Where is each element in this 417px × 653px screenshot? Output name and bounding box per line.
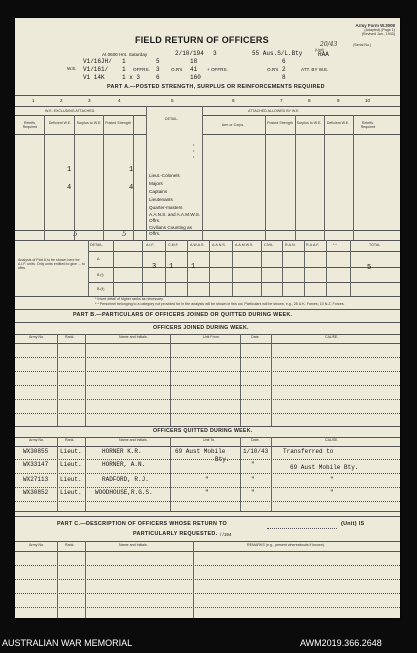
cause: "	[330, 489, 334, 496]
unit-to: "	[205, 489, 209, 496]
rank-label: A.A.N.S. and A.A.M.W.S. Offrs.	[149, 212, 201, 223]
detail-value: 1	[191, 263, 196, 271]
part-c-col: Name and Initials.	[119, 543, 148, 547]
ors-label: O.R's	[171, 67, 183, 72]
detail-col: A.A.N.S.	[212, 243, 226, 247]
joined-col: Rank.	[65, 335, 75, 339]
unit-typed: 55 Aus.S/L.Bty	[252, 50, 303, 57]
at-line-prefix: At 0600 Hrs. Saturday	[102, 52, 148, 57]
col-number: 6	[232, 98, 235, 103]
joined-header	[15, 336, 400, 342]
col-header: Reinfts. Required	[360, 121, 376, 129]
detail-col: A.A.M.W.S.	[235, 243, 254, 247]
footnote-1: * Insert detail of higher ranks as necessary.	[95, 297, 164, 301]
army-no: WX27113	[23, 476, 49, 483]
rank-label: Lieut.-Colonels	[149, 173, 180, 178]
rank-label: Civilians Counting as Offrs.	[149, 225, 192, 236]
part-c-col: Rank.	[65, 543, 75, 547]
quitted-col: Army No.	[29, 438, 44, 442]
army-no: WX30855	[23, 448, 49, 455]
unit-suffix: RAA	[318, 51, 329, 58]
cause: 69 Aust Mobile Bty.	[290, 464, 359, 471]
date: "	[251, 476, 255, 483]
analysis-note: Analysis of Part A to be shown here for A.I.F. units. Only units entitled to give ... to offrs.	[18, 258, 85, 271]
posted-value: 1	[129, 166, 134, 174]
att-label: ATT. BY W.E.	[301, 67, 329, 72]
deficient-value: 1	[67, 166, 72, 174]
col-header: Reinfts. Required	[22, 121, 38, 129]
col-number: 10	[365, 98, 371, 103]
col-number: 7	[280, 98, 283, 103]
col-number: 3	[88, 98, 91, 103]
detail-col: A.I.F.	[146, 243, 155, 247]
col-number: 2	[60, 98, 63, 103]
dots: • • •	[193, 143, 195, 159]
quitted-col: Date.	[251, 438, 260, 442]
quitted-col: Name and Initials.	[119, 438, 148, 442]
unit-label: (Unit)	[315, 48, 324, 52]
joined-col: Unit From.	[203, 335, 220, 339]
detail-row-label: B.(i)	[97, 273, 104, 277]
detail-label: DETAIL.	[165, 117, 179, 121]
total-left: 5	[73, 230, 78, 238]
ors2-value: 8	[282, 74, 286, 81]
deficient-value: 4	[67, 184, 72, 192]
detail-total: 5	[367, 264, 372, 272]
rank-label: Lieutenants	[149, 197, 173, 202]
total-right: 5	[122, 230, 127, 238]
col-number: 9	[337, 98, 340, 103]
army-no: WX33147	[23, 461, 49, 468]
we-b: 5	[156, 58, 160, 65]
footer-accession: AWM2019.366.2648	[300, 638, 382, 648]
col-header: Arm or Corps.	[221, 123, 245, 127]
detail-col: C.M.F.	[168, 243, 179, 247]
detail-col: * *	[333, 243, 337, 247]
cause: "	[330, 476, 334, 483]
date: 1/10/43	[243, 448, 269, 455]
detail-col: R.A.N.	[285, 243, 296, 247]
quitted-col: Rank.	[65, 438, 75, 442]
document-sheet	[15, 18, 400, 618]
joined-col: Army No.	[29, 335, 44, 339]
we-a: 1 x 3	[122, 74, 141, 81]
col-header: Posted Strength	[267, 121, 293, 125]
at-line-date: 2/10/194	[175, 50, 204, 57]
offrs-label: OFFRS.	[133, 67, 150, 72]
cause: Transferred to	[283, 448, 334, 455]
part-c-unit-is: (Unit) IS	[341, 521, 365, 527]
detail-col: A.W.A.S.	[190, 243, 205, 247]
part-c-col: REMARKS (e.g., present whereabouts if known).	[247, 543, 325, 547]
unit-to: 69 Aust Mobile	[175, 448, 226, 455]
rank: Lieut.	[60, 476, 82, 483]
col-number: 5	[171, 98, 174, 103]
column-numbers	[15, 98, 400, 105]
at-line-year: 3	[213, 50, 217, 57]
excluding-attached-label: W.E. EXCLUDING ATTACHED.	[45, 109, 96, 113]
detail-row-label: A.	[97, 257, 101, 261]
form-line: Army Form W.3008	[355, 23, 395, 28]
joined-col: Name and Initials.	[119, 335, 148, 339]
joined-col: Date.	[251, 335, 260, 339]
rank-label: Captains	[149, 189, 168, 194]
form-number	[333, 24, 395, 37]
we-code: V1/16JH/	[83, 58, 112, 65]
col-header: Surplus to W.E.	[296, 121, 322, 125]
date: "	[251, 461, 255, 468]
part-c-header	[15, 544, 400, 550]
we-a: 1	[122, 58, 126, 65]
form-line: (Adapted) (Page 1)	[364, 27, 395, 32]
we-b: 3	[156, 66, 160, 73]
joined-title: OFFICERS JOINED DURING WEEK.	[153, 325, 249, 331]
footer-institution: AUSTRALIAN WAR MEMORIAL	[2, 638, 133, 648]
serial-handwritten: 20/43	[320, 41, 338, 48]
rank: Lieut.	[60, 461, 82, 468]
detail-value: 3	[152, 263, 157, 271]
date: "	[251, 489, 255, 496]
rank: Lieut.	[60, 448, 82, 455]
page-title: FIELD RETURN OF OFFICERS	[135, 35, 269, 45]
officer-name: HORNER, A.N.	[102, 461, 146, 468]
ors2-label: O.R's	[267, 67, 279, 72]
rank-label: Majors	[149, 181, 163, 186]
part-c-requested: PARTICULARLY REQUESTED.	[133, 531, 218, 537]
col-header: Surplus to W.E.	[76, 121, 102, 125]
plus-offrs-label: + OFFRS.	[207, 67, 228, 72]
quitted-header	[15, 439, 400, 445]
serial-label: (Serial No.)	[353, 43, 372, 47]
officer-name: HORNER K.R.	[102, 448, 142, 455]
col-number: 1	[32, 98, 35, 103]
army-no: WX30852	[23, 489, 49, 496]
ors2-value: 6	[282, 58, 286, 65]
unit-to: "	[205, 476, 209, 483]
posted-value: 4	[129, 184, 134, 192]
part-a-title: PART A.—POSTED STRENGTH, SURPLUS OR REINFORCEMENTS REQUIRED	[107, 84, 325, 90]
we-code: V1/161/	[83, 66, 109, 73]
col-header: Posted Strength	[105, 121, 131, 125]
part-c-date: / /194	[220, 532, 232, 537]
officer-name: WOODHOUSE,R.G.S.	[95, 489, 153, 496]
joined-col: CAUSE.	[325, 335, 339, 339]
we-b: 6	[156, 74, 160, 81]
detail-col: CIVIL.	[264, 243, 274, 247]
col-header: Deficient W.E.	[326, 121, 350, 125]
attached-allowed-label: ATTACHED ALLOWED BY W.E.	[248, 109, 300, 113]
col-number: 4	[118, 98, 121, 103]
detail-row-label: B.(ii)	[97, 287, 105, 291]
unit-to: Bty.	[215, 456, 230, 463]
officer-name: RADFORD, R.J.	[102, 476, 149, 483]
we-c: 18	[190, 58, 198, 65]
part-c-col: Army No.	[29, 543, 44, 547]
we-a: 1	[122, 66, 126, 73]
ranks-list	[149, 172, 201, 236]
detail-col: DETAIL.	[90, 243, 104, 247]
form-line: (Revised Jan., 1943)	[361, 31, 395, 36]
ors2-value: 2	[282, 66, 286, 73]
col-number: 8	[308, 98, 311, 103]
part-b-title: PART B.—PARTICULARS OF OFFICERS JOINED OR QUITTED DURING WEEK.	[73, 312, 293, 318]
footnote-2: * * Personnel belonging to a category not provided for in the analysis will be shown in this col. Particulars will be shown, e.g., 25 U.K. Forces; 10 N.Z. Forces.	[95, 302, 345, 306]
we-code: V1 14K	[83, 74, 105, 81]
detail-col: R.A.A.F.	[306, 243, 320, 247]
quitted-title: OFFICERS QUITTED DURING WEEK.	[153, 428, 253, 434]
detail-col: TOTAL	[369, 243, 381, 247]
we-label: W.E.	[67, 66, 77, 71]
rank-label: Quarter-masters	[149, 205, 183, 210]
detail-value: 1	[169, 263, 174, 271]
we-c: 160	[190, 74, 201, 81]
col-header: Deficient W.E.	[48, 121, 72, 125]
we-c: 41	[190, 66, 198, 73]
detail-header	[15, 244, 400, 250]
quitted-col: Unit To.	[203, 438, 216, 442]
rank: Lieut.	[60, 489, 82, 496]
quitted-col: CAUSE.	[325, 438, 339, 442]
part-c-title: PART C.—DESCRIPTION OF OFFICERS WHOSE RETURN TO	[57, 521, 227, 527]
